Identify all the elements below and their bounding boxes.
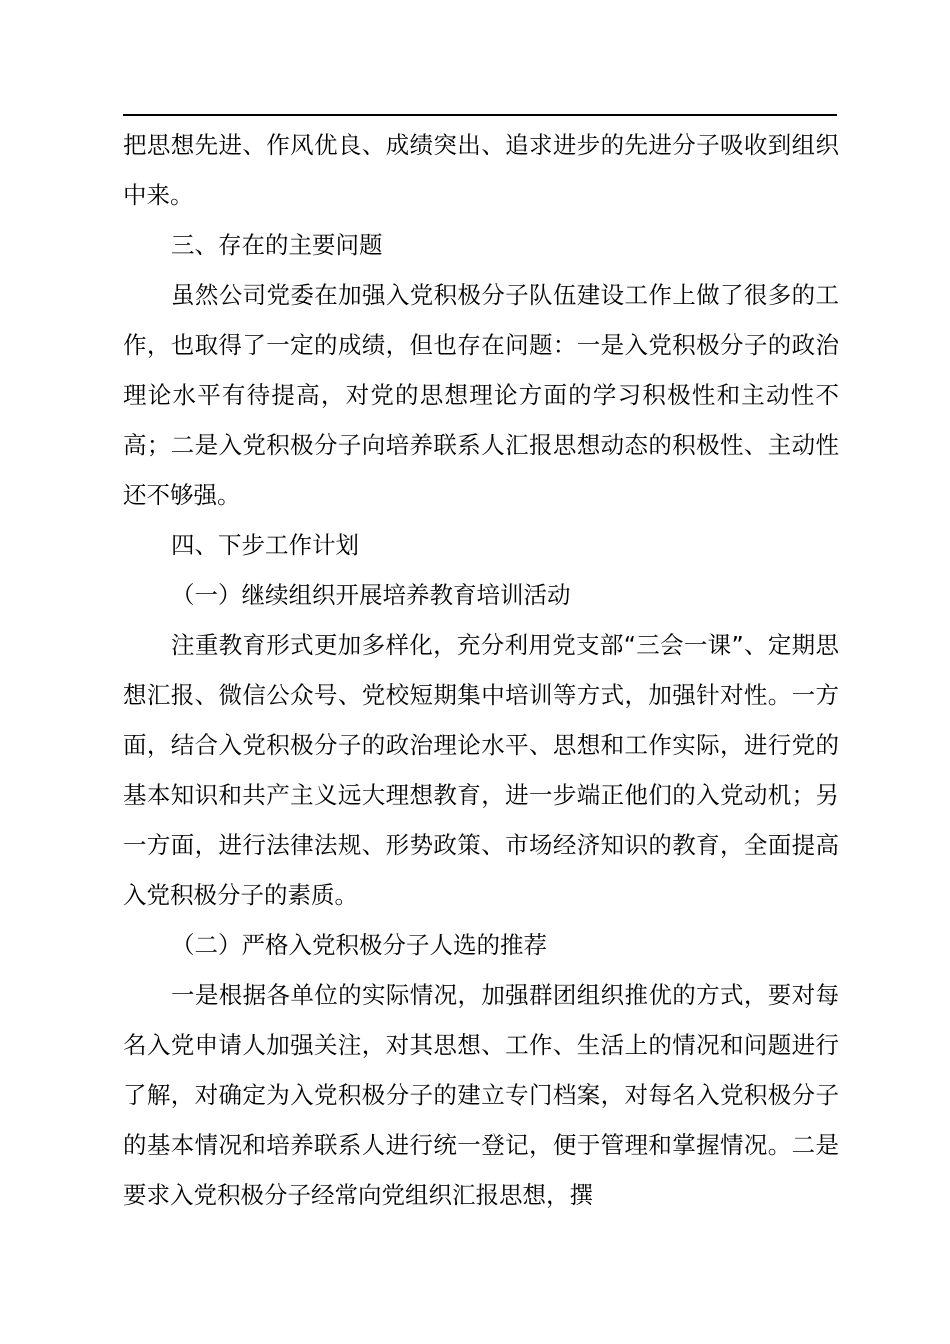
section-heading-problems: 三、存在的主要问题 [171, 231, 383, 259]
document-body [123, 120, 839, 1220]
paragraph-problems: 虽然公司党委在加强入党积极分子队伍建设工作上做了很多的工作，也取得了一定的成绩，但也存在问题：一是入党积极分子的政治理论水平有待提高，对党的思想理论方面的学习积极性和主动性不高；二是入党积极分子向培养联系人汇报思想动态的积极性、主动性还不够强。 [123, 281, 839, 509]
subheading-training: （一）继续组织开展培养教育培训活动 [171, 581, 571, 609]
section-heading-plan: 四、下步工作计划 [171, 531, 359, 559]
paragraph-continuation: 把思想先进、作风优良、成绩突出、追求进步的先进分子吸收到组织中来。 [123, 131, 839, 209]
paragraph-training: 注重教育形式更加多样化，充分利用党支部“三会一课”、定期思想汇报、微信公众号、党校短期集中培训等方式，加强针对性。一方面，结合入党积极分子的政治理论水平、思想和工作实际，进行党的基本知识和共产主义远大理想教育，进一步端正他们的入党动机；另一方面，进行法律法规、形势政策、市场经济知识的教育，全面提高入党积极分子的素质。 [123, 631, 839, 909]
header-rule [123, 114, 837, 116]
subheading-recommendation: （二）严格入党积极分子人选的推荐 [171, 931, 547, 959]
paragraph-recommendation: 一是根据各单位的实际情况，加强群团组织推优的方式，要对每名入党申请人加强关注，对其思想、工作、生活上的情况和问题进行了解，对确定为入党积极分子的建立专门档案，对每名入党积极分子的基本情况和培养联系人进行统一登记，便于管理和掌握情况。二是要求入党积极分子经常向党组织汇报思想，撰 [123, 981, 839, 1209]
